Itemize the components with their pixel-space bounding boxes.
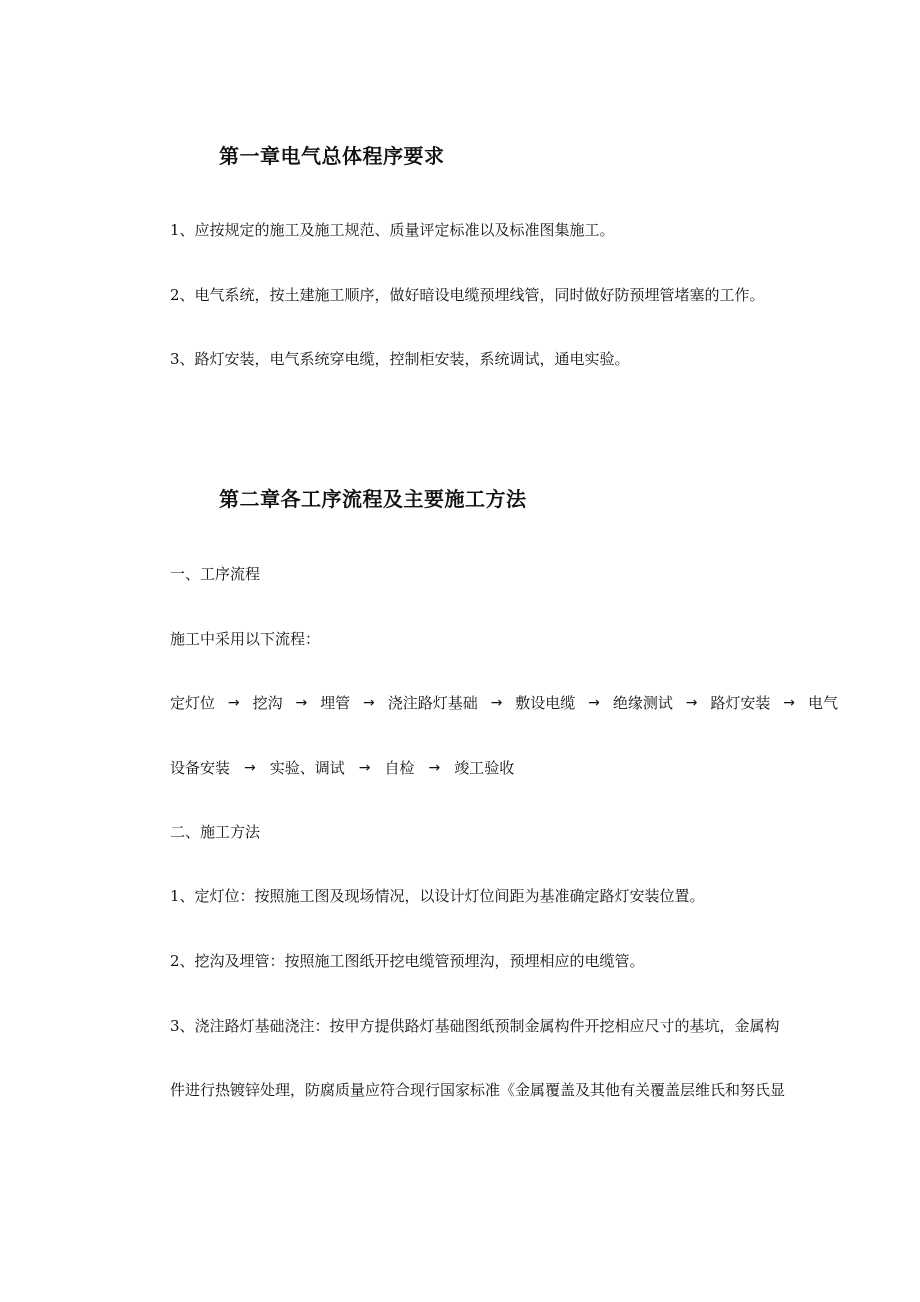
- flow-step: 绝缘测试: [612, 694, 673, 712]
- arrow-right-icon: →: [783, 695, 796, 711]
- section-2-title: 二、施工方法: [170, 823, 261, 841]
- flow-step: 浇注路灯基础: [387, 694, 478, 712]
- arrow-right-icon: →: [295, 695, 308, 711]
- method-item-3: 3、浇注路灯基础浇注：按甲方提供路灯基础图纸预制金属构件开挖相应尺寸的基坑，金属构: [170, 1017, 780, 1035]
- arrow-right-icon: →: [490, 695, 503, 711]
- method-item-3-continued: 件进行热镀锌处理，防腐质量应符合现行国家标准《金属覆盖及其他有关覆盖层维氏和努氏显: [170, 1081, 786, 1099]
- flow-step: 电气: [807, 694, 838, 712]
- method-item-1: 1、定灯位：按照施工图及现场情况，以设计灯位间距为基准确定路灯安装位置。: [170, 887, 705, 905]
- process-flow-line-1: [170, 693, 838, 713]
- flow-step: 定灯位: [170, 694, 216, 712]
- chapter-1-item-1: 1、应按规定的施工及施工规范、质量评定标准以及标准图集施工。: [170, 221, 615, 239]
- process-flow-line-2: [170, 758, 838, 778]
- chapter-1-item-2: 2、电气系统，按土建施工顺序，做好暗设电缆预埋线管，同时做好防预埋管堵塞的工作。: [170, 286, 765, 304]
- method-item-2: 2、挖沟及埋管：按照施工图纸开挖电缆管预埋沟，预埋相应的电缆管。: [170, 952, 645, 970]
- arrow-right-icon: →: [358, 760, 371, 776]
- section-1-title: 一、工序流程: [170, 565, 261, 583]
- flow-step: 埋管: [320, 694, 351, 712]
- chapter-2-title: 第二章各工序流程及主要施工方法: [219, 487, 527, 511]
- arrow-right-icon: →: [588, 695, 600, 711]
- flow-step: 挖沟: [252, 694, 283, 712]
- chapter-1-title: 第一章电气总体程序要求: [219, 144, 445, 168]
- chapter-1-item-3: 3、路灯安装，电气系统穿电缆，控制柜安装，系统调试，通电实验。: [170, 350, 630, 368]
- arrow-right-icon: →: [227, 695, 240, 711]
- arrow-right-icon: →: [428, 760, 441, 776]
- arrow-right-icon: →: [244, 760, 256, 776]
- arrow-right-icon: →: [363, 695, 375, 711]
- flow-step: 路灯安装: [710, 694, 771, 712]
- flow-step: 敷设电缆: [515, 694, 576, 712]
- flow-intro: 施工中采用以下流程：: [170, 630, 321, 648]
- flow-step: 竣工验收: [454, 759, 515, 777]
- flow-step: 设备安装: [170, 759, 231, 777]
- arrow-right-icon: →: [685, 695, 698, 711]
- flow-step: 自检: [384, 759, 415, 777]
- flow-step: 实验、调试: [269, 759, 345, 777]
